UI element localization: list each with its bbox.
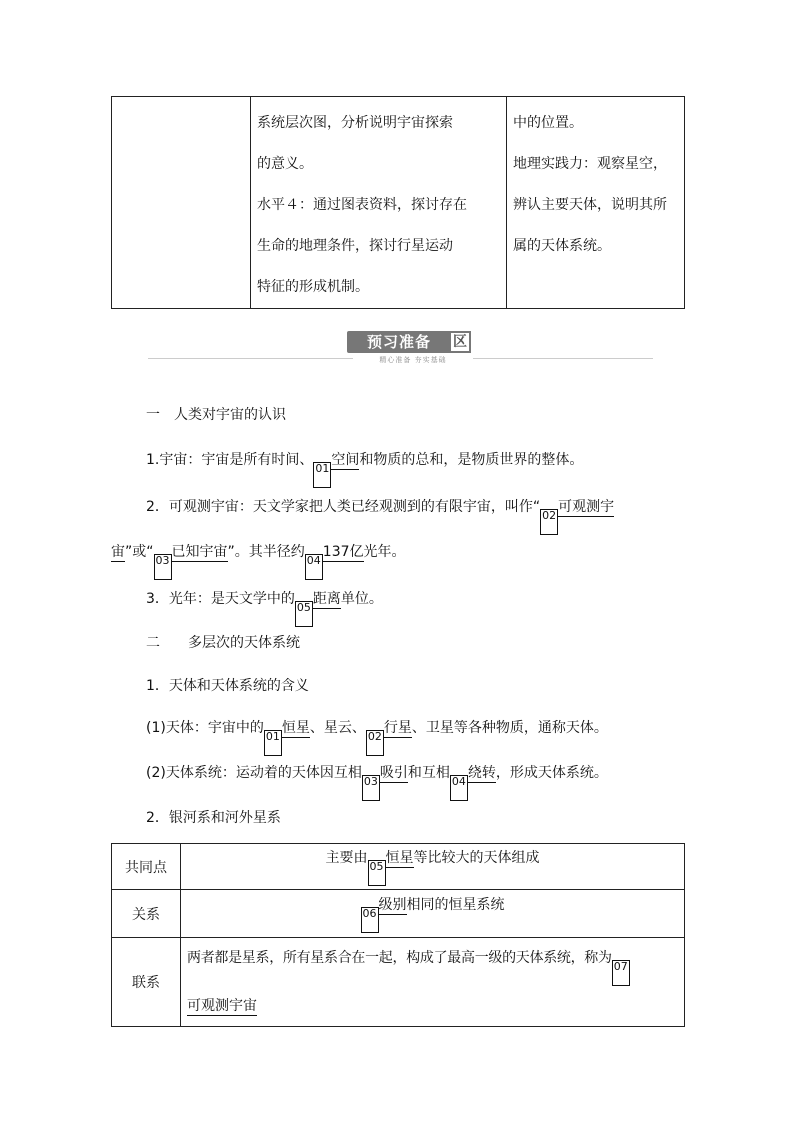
banner-title: 预习准备 [347, 331, 451, 353]
answer-number: 06 [361, 907, 379, 933]
answer-blank: 行星 [383, 720, 412, 736]
text-line: 水平４：通过图表资料，探讨存在 [257, 197, 467, 213]
answer-number: 04 [305, 554, 323, 580]
answer-number: 01 [264, 730, 282, 756]
text-line: 属的天体系统。 [513, 238, 611, 254]
text: 和互相 [407, 765, 450, 781]
answer-number: 01 [313, 462, 331, 488]
answer-blank: 137亿 [322, 544, 364, 560]
sub-heading: 1．天体和天体系统的含义 [146, 678, 309, 694]
text-line: 地理实践力：观察星空， [513, 156, 667, 172]
text: 和物质的总和，是物质世界的整体。 [359, 452, 584, 468]
answer-blank: 距离 [312, 591, 341, 607]
text: 等比较大的天体组成 [413, 850, 540, 866]
paragraph [146, 589, 383, 627]
standards-table [111, 96, 685, 309]
row-value [181, 938, 685, 1027]
standards-cell-empty [112, 97, 251, 309]
standards-cell-levels [251, 97, 507, 309]
text-line: 特征的形成机制。 [257, 279, 369, 295]
row-value [181, 844, 685, 890]
text-line: 生命的地理条件，探讨行星运动 [257, 238, 453, 254]
answer-blank: 可观测宇宙 [187, 998, 257, 1014]
text-line: 系统层次图，分析说明宇宙探索 [257, 115, 453, 131]
standards-cell-literacy [507, 97, 685, 309]
answer-blank: 空间 [331, 452, 360, 468]
paragraph [146, 450, 583, 488]
text-line: 的意义。 [257, 156, 313, 172]
text: 主要由 [325, 850, 368, 866]
answer-blank: 吸引 [379, 765, 408, 781]
answer-blank: 级别 [378, 897, 407, 913]
answer-number: 03 [362, 775, 380, 801]
text-line: 辨认主要天体，说明其所 [513, 197, 667, 213]
answer-number: 05 [295, 601, 313, 627]
answer-blank: 恒星 [281, 720, 310, 736]
text-line: 中的位置。 [513, 115, 583, 131]
row-value [181, 890, 685, 938]
text: 、卫星等各种物质，通称天体。 [411, 720, 608, 736]
section-heading: 二 多层次的天体系统 [146, 635, 300, 651]
text: (2)天体系统：运动着的天体因互相 [146, 765, 362, 781]
text: 相同的恒星系统 [406, 897, 505, 913]
answer-blank: 宙 [111, 544, 125, 560]
text: 3．光年：是天文学中的 [146, 591, 295, 607]
paragraph [146, 718, 608, 756]
text: (1)天体：宇宙中的 [146, 720, 264, 736]
banner-suffix: 区 [449, 331, 471, 353]
banner-subtitle: 精心准备 夯实基础 [353, 355, 473, 365]
text: 两者都是星系，所有星系合在一起，构成了最高一级的天体系统，称为 [187, 950, 612, 966]
text: ”。其半径约 [227, 544, 305, 560]
answer-blank: 可观测宇 [558, 499, 615, 515]
section-heading: 一 人类对宇宙的认识 [146, 407, 286, 423]
row-key: 联系 [112, 938, 181, 1027]
paragraph [111, 542, 406, 580]
text: 1.宇宙：宇宙是所有时间、 [146, 452, 314, 468]
answer-number: 02 [540, 509, 558, 535]
paragraph [146, 497, 614, 535]
answer-number: 05 [368, 860, 386, 886]
answer-blank: 已知宇宙 [171, 544, 228, 560]
text: 单位。 [340, 591, 383, 607]
sub-heading: 2．银河系和河外星系 [146, 810, 281, 826]
row-key: 关系 [112, 890, 181, 938]
answer-number: 07 [612, 960, 630, 986]
paragraph [146, 763, 608, 801]
text: 光年。 [363, 544, 406, 560]
text: ”或“ [125, 544, 154, 560]
answer-blank: 恒星 [385, 850, 414, 866]
answer-number: 03 [154, 554, 172, 580]
galaxy-table [111, 843, 685, 1027]
text: 2．可观测宇宙：天文学家把人类已经观测到的有限宇宙，叫作“ [146, 499, 541, 515]
section-banner [148, 328, 653, 368]
row-key: 共同点 [112, 844, 181, 890]
answer-blank: 绕转 [467, 765, 496, 781]
answer-number: 04 [450, 775, 468, 801]
text: 、星云、 [309, 720, 366, 736]
answer-number: 02 [366, 730, 384, 756]
text: ，形成天体系统。 [495, 765, 608, 781]
